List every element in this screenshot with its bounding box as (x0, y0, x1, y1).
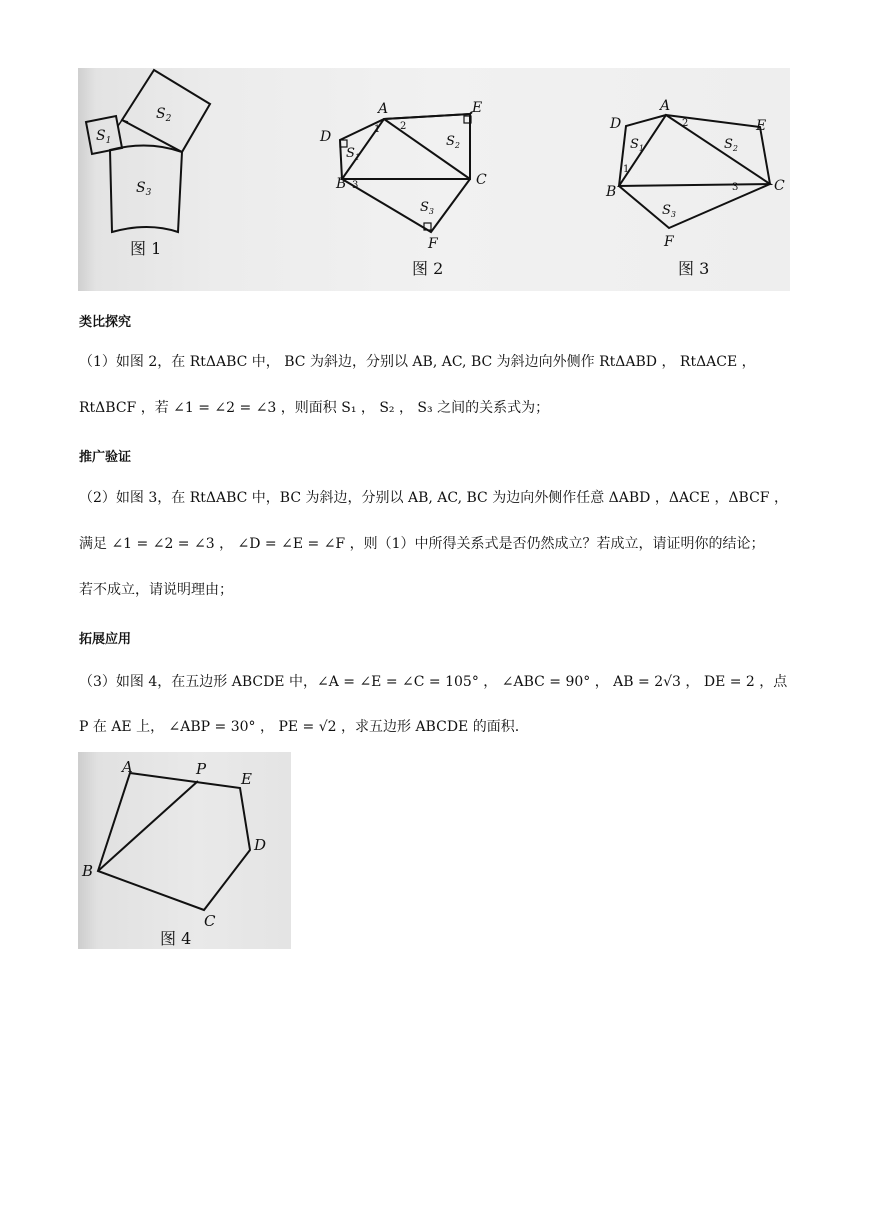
problem-2-line-1-text: （2）如图 3，在 RtΔABC 中，BC 为斜边，分别以 AB, AC, BC 为边向外侧作任意 ΔABD ，ΔACE ，ΔBCF ， (79, 490, 788, 506)
problem-1-line-1-text: （1）如图 2，在 RtΔABC 中， BC 为斜边，分别以 AB, AC, BC 为斜边向外侧作 RtΔABD ， RtΔACE ， (79, 354, 756, 370)
fig4-caption: 图 4 (160, 929, 192, 948)
fig3-label-e: E (756, 118, 767, 134)
problem-2-line-3 (79, 580, 233, 600)
figure-4-drawing (78, 752, 291, 949)
problem-2-line-1 (79, 488, 788, 508)
fig2-angle-3: 3 (352, 180, 359, 191)
problem-1-line-2-text: RtΔBCF ，若 ∠1 = ∠2 = ∠3 ，则面积 S₁ ， S₂ ， S₃ 之间的关系式为； (79, 400, 550, 416)
problem-2-line-2 (79, 534, 765, 554)
fig3-label-c: C (774, 178, 785, 194)
figure-1-drawing (86, 70, 210, 232)
fig4-label-a: A (122, 758, 133, 776)
fig3-label-s3: $S_3$ (662, 203, 676, 219)
fig1-label-s2: $S_2$ (156, 106, 172, 124)
fig4-label-b: B (82, 862, 94, 880)
figure-strip (78, 68, 790, 291)
fig2-label-a: A (378, 101, 389, 117)
fig4-label-d: D (254, 836, 267, 854)
figure-4 (78, 752, 291, 949)
problem-3-line-2-text: P 在 AE 上， ∠ABP = 30° ， PE = √2 ，求五边形 ABCDE 的面积. (79, 719, 520, 735)
fig3-angle-2: 2 (682, 118, 689, 129)
figure-3-drawing (619, 115, 770, 228)
fig4-label-e: E (241, 770, 252, 788)
section-title-generalize: 推广验证 (79, 450, 132, 465)
problem-3-line-1-text: （3）如图 4，在五边形 ABCDE 中，∠A = ∠E = ∠C = 105° ， ∠ABC = 90° ， AB = 2√3 ， DE = 2 ，点 (79, 674, 788, 690)
problem-2-line-3-text: 若不成立，请说明理由； (79, 582, 233, 598)
problem-2-line-2-text: 满足 ∠1 = ∠2 = ∠3 ， ∠D = ∠E = ∠F ，则（1）中所得关系式是否仍然成立？若成立，请证明你的结论； (79, 536, 765, 552)
fig1-label-s1: $S_1$ (96, 128, 112, 146)
fig3-label-b: B (606, 184, 617, 200)
problem-3-line-1 (79, 672, 787, 692)
fig2-label-c: C (476, 172, 487, 188)
fig2-label-s2: $S_2$ (446, 134, 460, 150)
fig2-label-b: B (336, 176, 347, 192)
fig2-label-s1: $S_1$ (346, 146, 360, 162)
fig3-label-s2: $S_2$ (724, 137, 738, 153)
fig2-angle-2: 2 (400, 121, 407, 132)
problem-1-line-1 (79, 352, 756, 372)
fig2-label-e: E (472, 100, 483, 116)
fig2-angle-1: 1 (374, 124, 381, 135)
problem-3-line-2 (79, 717, 519, 737)
fig3-angle-3: 3 (732, 182, 739, 193)
fig4-label-p: P (196, 760, 207, 778)
fig3-label-d: D (610, 116, 622, 132)
fig3-caption: 图 3 (678, 259, 710, 278)
fig4-label-c: C (204, 912, 216, 930)
fig3-angle-1: 1 (623, 164, 630, 175)
fig2-label-d: D (320, 129, 332, 145)
figures-1-2-3 (78, 68, 790, 291)
section-title-analogy: 类比探究 (79, 315, 132, 330)
problem-1-line-2 (79, 398, 549, 418)
section-title-extend: 拓展应用 (79, 632, 132, 647)
fig3-label-s1: $S_1$ (630, 137, 644, 153)
fig1-label-s3: $S_3$ (136, 180, 152, 198)
fig3-label-f: F (664, 234, 674, 250)
fig3-label-a: A (660, 98, 671, 114)
fig1-caption: 图 1 (130, 239, 162, 258)
figure-1-labels (96, 106, 172, 258)
fig2-label-s3: $S_3$ (420, 200, 434, 216)
fig2-label-f: F (428, 236, 438, 252)
fig2-caption: 图 2 (412, 259, 444, 278)
